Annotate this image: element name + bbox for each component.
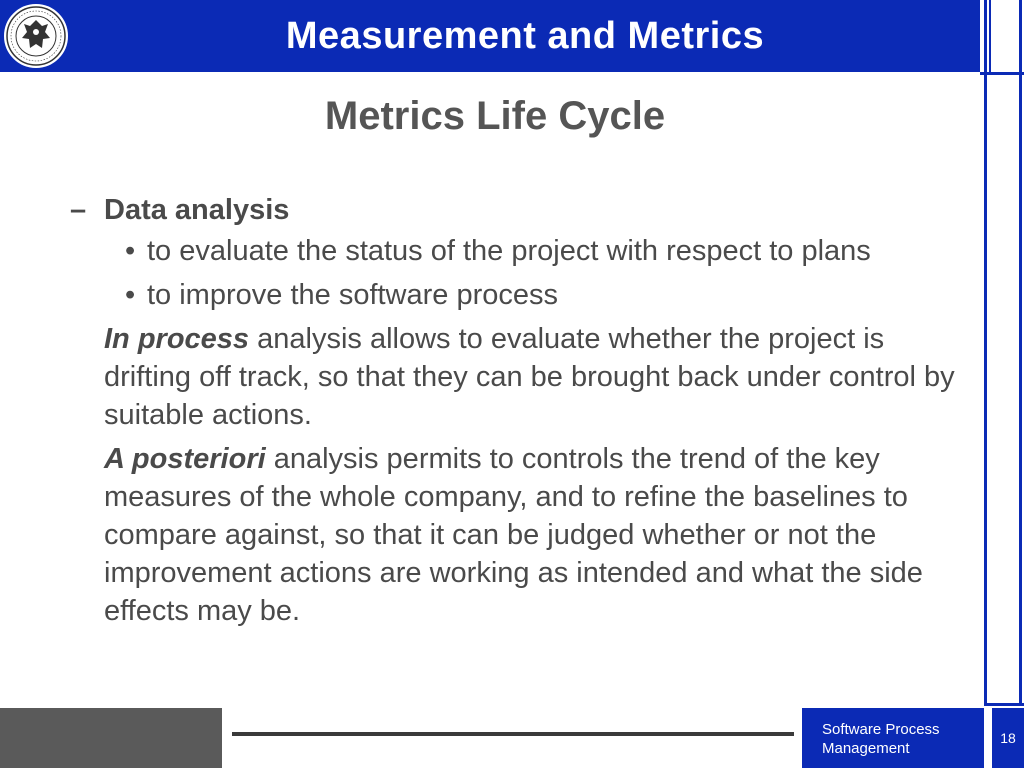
- course-line-1: Software Process: [822, 721, 940, 738]
- bullet-marker: •: [125, 235, 136, 267]
- bullet-text: to improve the software process: [147, 279, 559, 311]
- bullet-list: [70, 232, 960, 314]
- page-number: 18: [992, 708, 1024, 768]
- header-title: Measurement and Metrics: [285, 15, 765, 57]
- paragraph-emphasis: In process: [104, 323, 250, 355]
- course-line-2: Management: [822, 740, 910, 757]
- data-analysis-item: [70, 190, 960, 230]
- data-analysis-label: Data analysis: [104, 194, 290, 226]
- right-rule-3: [1019, 0, 1022, 706]
- slide-content: [70, 190, 960, 636]
- list-item: [70, 276, 960, 314]
- paragraph-text: analysis permits to controls the trend of the key measures of the whole company, and to refine the baselines to compare against, so that it can be judged whether or not the improvement actions are working as intended and what the side effects may be.: [104, 443, 923, 627]
- header-rule: [980, 72, 1024, 75]
- footer-course-name: [822, 720, 940, 758]
- university-seal-icon: [2, 2, 70, 70]
- footer-course-box: [802, 708, 984, 768]
- a-posteriori-paragraph: [70, 440, 960, 630]
- paragraph-text: analysis allows to evaluate whether the project is drifting off track, so that they can be brought back under control by suitable actions.: [104, 323, 955, 431]
- bullet-marker: •: [125, 279, 136, 311]
- footer-divider-line: [232, 732, 794, 736]
- bullet-text: to evaluate the status of the project with respect to plans: [147, 235, 871, 267]
- slide-title: Metrics Life Cycle: [324, 94, 666, 138]
- right-rule-2: [989, 0, 991, 72]
- footer-rule: [984, 703, 1024, 706]
- header-bar: [0, 0, 980, 72]
- footer-grey-block: [0, 708, 222, 768]
- paragraph-emphasis: A posteriori: [104, 443, 266, 475]
- in-process-paragraph: [70, 320, 960, 434]
- dash-marker: –: [70, 194, 87, 226]
- list-item: [70, 232, 960, 270]
